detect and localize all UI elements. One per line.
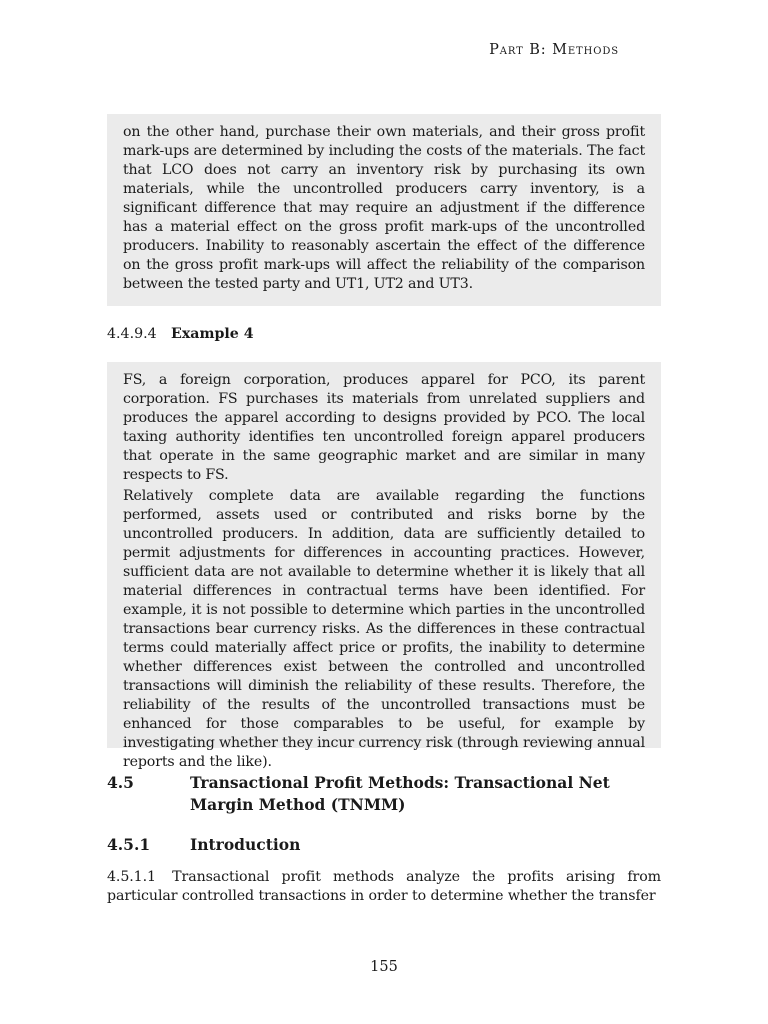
section-4-5-number: 4.5 xyxy=(107,773,134,792)
section-4-5-1-heading xyxy=(107,834,661,856)
example-4-heading xyxy=(107,326,254,342)
section-4-5-1-number: 4.5.1 xyxy=(107,835,151,854)
running-head: Part B: Methods xyxy=(489,42,619,58)
section-4-5-1-title: Introduction xyxy=(190,835,301,854)
example-4-paragraph-2: Relatively complete data are available regarding the functions performed, assets used or contributed and risks borne by the uncontrolled producers. In addition, data are sufficiently detailed to permit adjustments for differences in accounting practices. However, sufficient data are not available to determine whether it is likely that all material differences in contractual terms have been identified. For example, it is not possible to determine which parties in the uncontrolled transactions bear currency risks. As the differences in these contractual terms could materially affect price or profits, the inability to determine whether differences exist between the controlled and uncontrolled transactions will diminish the reliability of these results. Therefore, the reliability of the results of the uncontrolled transactions must be enhanced for those comparables to be useful, for example by investigating whether they incur currency risk (through reviewing annual reports and the like). xyxy=(123,488,645,770)
example-3-paragraph: on the other hand, purchase their own materials, and their gross profit mark-ups are determined by including the costs of the materials. The fact that LCO does not carry an inventory risk by purchasing its own materials, while the uncontrolled producers carry inventory, is a significant difference that may require an adjustment if the difference has a material effect on the gross profit mark-ups of the uncontrolled producers. Inability to reasonably ascertain the effect of the difference on the gross profit mark-ups will affect the reliability of the comparison between the tested party and UT1, UT2 and UT3. xyxy=(123,124,645,292)
section-4-5-title: Transactional Profit Methods: Transactional Net Margin Method (TNMM) xyxy=(190,773,610,814)
page-number: 155 xyxy=(370,959,398,975)
example-4-title: Example 4 xyxy=(171,326,254,342)
section-4-5-heading xyxy=(107,772,661,816)
example-4-paragraph-1: FS, a foreign corporation, produces apparel for PCO, its parent corporation. FS purchases its materials from unrelated suppliers and produces the apparel according to designs provided by PCO. The local taxing authority identifies ten uncontrolled foreign apparel producers that operate in the same geographic market and are similar in many respects to FS. xyxy=(123,372,645,483)
paragraph-4-5-1-1-text: Transactional profit methods analyze the profits arising from particular controlled transactions in order to determine whether the transfer xyxy=(107,869,661,904)
example-box-continued xyxy=(107,114,661,306)
paragraph-4-5-1-1 xyxy=(107,868,661,906)
example-4-number: 4.4.9.4 xyxy=(107,326,157,342)
example-4-box xyxy=(107,362,661,770)
paragraph-4-5-1-1-number: 4.5.1.1 xyxy=(107,869,156,885)
